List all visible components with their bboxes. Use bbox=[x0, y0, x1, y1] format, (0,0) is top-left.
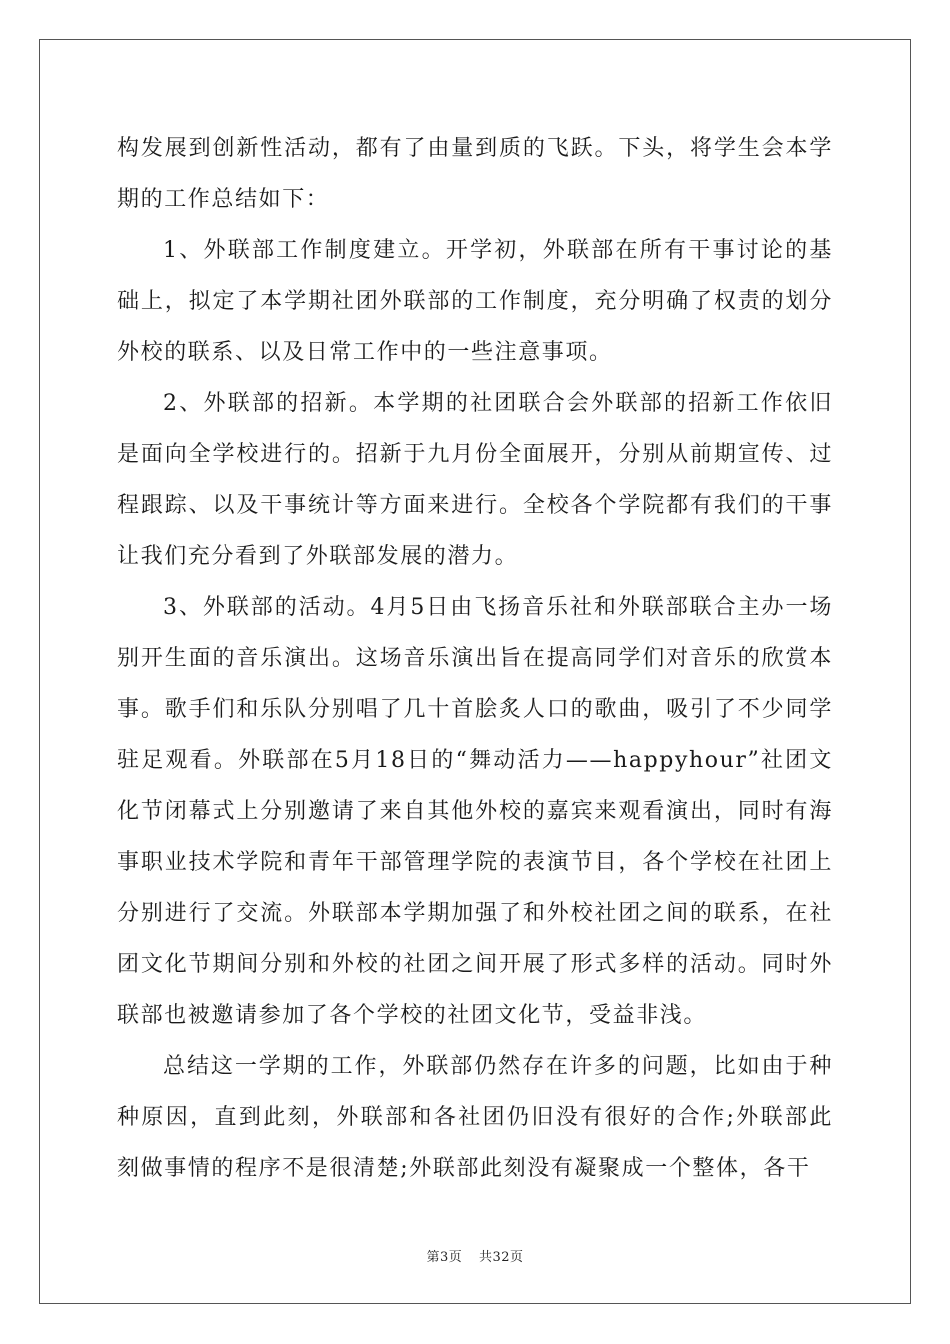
total-pages: 共32页 bbox=[478, 1250, 524, 1265]
paragraph-item-2: 2、外联部的招新。本学期的社团联合会外联部的招新工作依旧是面向全学校进行的。招新于九月份全面展开，分别从前期宣传、过程跟踪、以及干事统计等方面来进行。全校各个学院都有我们的干事让我们充分看到了外联部发展的潜力。 bbox=[117, 391, 833, 569]
page-number: 第3页 bbox=[426, 1250, 463, 1265]
paragraph-item-1: 1、外联部工作制度建立。开学初，外联部在所有干事讨论的基础上，拟定了本学期社团外联部的工作制度，充分明确了权责的划分外校的联系、以及日常工作中的一些注意事项。 bbox=[117, 238, 833, 365]
document-body bbox=[117, 123, 833, 1194]
paragraph-summary: 总结这一学期的工作，外联部仍然存在许多的问题，比如由于种种原因，直到此刻，外联部和各社团仍旧没有很好的合作;外联部此刻做事情的程序不是很清楚;外联部此刻没有凝聚成一个整体，各干 bbox=[117, 1054, 833, 1181]
page-footer bbox=[0, 1246, 950, 1265]
paragraph-continuation: 构发展到创新性活动，都有了由量到质的飞跃。下头，将学生会本学期的工作总结如下： bbox=[117, 136, 833, 212]
paragraph-item-3: 3、外联部的活动。4月5日由飞扬音乐社和外联部联合主办一场别开生面的音乐演出。这场音乐演出旨在提高同学们对音乐的欣赏本事。歌手们和乐队分别唱了几十首脍炙人口的歌曲，吸引了不少同学驻足观看。外联部在5月18日的“舞动活力——happyhour”社团文化节闭幕式上分别邀请了来自其他外校的嘉宾来观看演出，同时有海事职业技术学院和青年干部管理学院的表演节目，各个学校在社团上分别进行了交流。外联部本学期加强了和外校社团之间的联系，在社团文化节期间分别和外校的社团之间开展了形式多样的活动。同时外联部也被邀请参加了各个学校的社团文化节，受益非浅。 bbox=[117, 595, 833, 1028]
